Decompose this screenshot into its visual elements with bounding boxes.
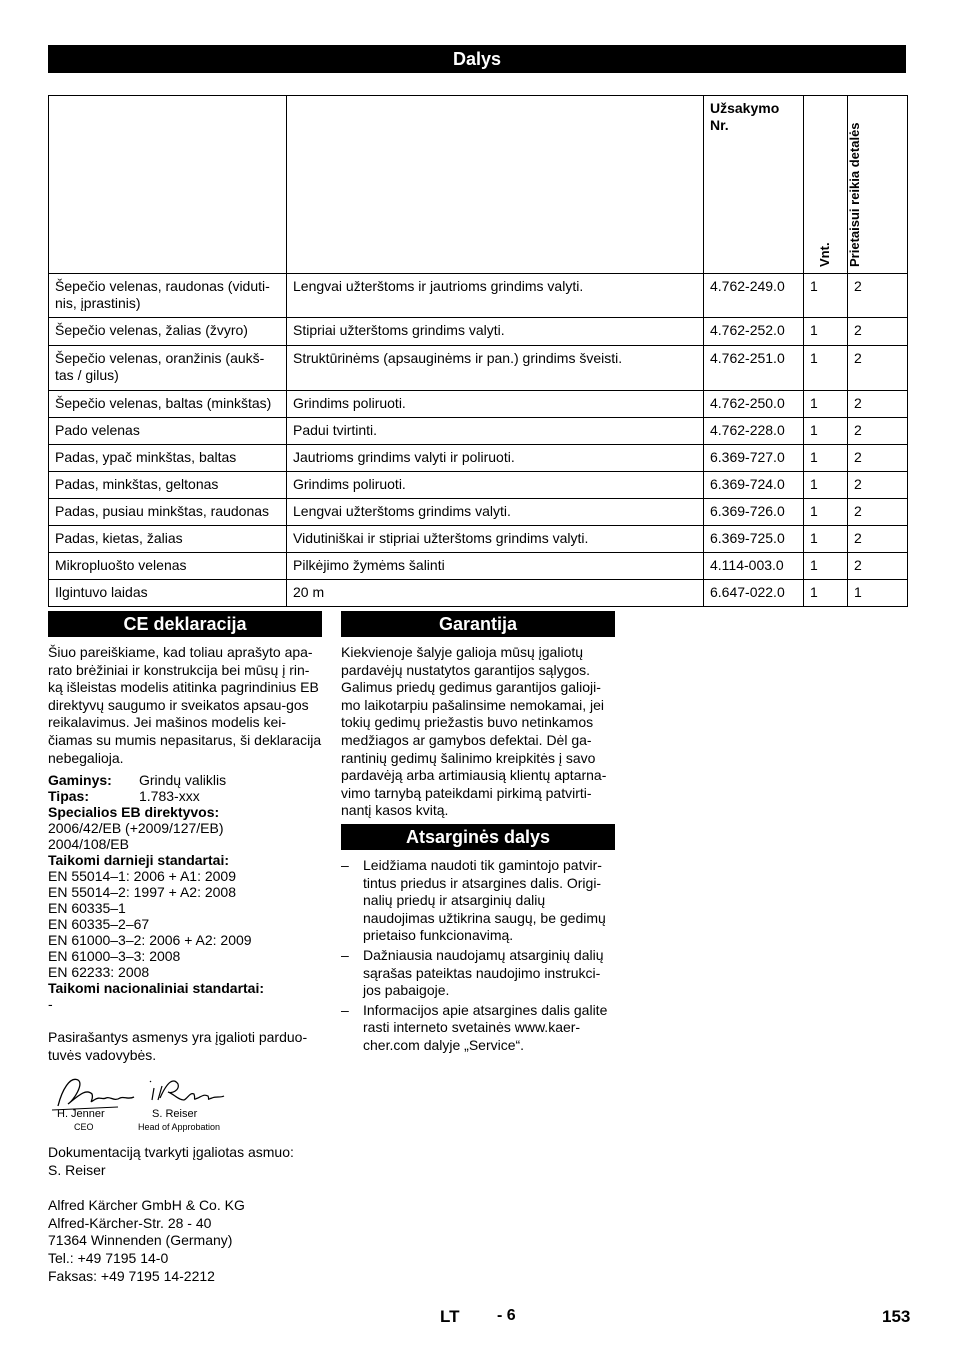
part-qty: 1 bbox=[804, 391, 848, 418]
company-phone: Tel.: +49 7195 14-0 bbox=[48, 1249, 169, 1266]
part-qty: 1 bbox=[804, 499, 848, 526]
part-name: Padas, ypač minkštas, baltas bbox=[49, 445, 287, 472]
signatures bbox=[48, 1070, 248, 1134]
company-street: Alfred-Kärcher-Str. 28 - 40 bbox=[48, 1214, 212, 1231]
ce-product-row bbox=[48, 772, 324, 788]
ce-directive: 2006/42/EB (+2009/127/EB) bbox=[48, 820, 224, 837]
company-city: 71364 Winnenden (Germany) bbox=[48, 1232, 233, 1249]
list-item bbox=[341, 947, 617, 1000]
table-row bbox=[49, 274, 908, 318]
ce-standard: EN 61000–3–2: 2006 + A2: 2009 bbox=[48, 932, 252, 949]
part-desc: Struktūrinėms (apsauginėms ir pan.) grindims šveisti. bbox=[287, 346, 704, 391]
part-order: 6.369-724.0 bbox=[704, 472, 804, 499]
ce-directive: 2004/108/EB bbox=[48, 836, 129, 853]
part-qty: 1 bbox=[804, 472, 848, 499]
list-item bbox=[341, 1002, 617, 1055]
part-req: 2 bbox=[848, 526, 908, 553]
ce-signers-text: Pasirašantys asmenys yra įgalioti parduo-tuvės vadovybės. bbox=[48, 1029, 308, 1063]
header-desc-cell bbox=[287, 96, 704, 274]
part-req: 2 bbox=[848, 472, 908, 499]
list-item-text: Leidžiama naudoti tik gamintojo patvir-tintus priedus ir atsargines dalis. Origi-nalių priedų ir atsarginių dalių naudojimas užtikrina saugų, be gedimų prietaiso funkcionavimą. bbox=[363, 857, 606, 944]
footer-page-number: 153 bbox=[882, 1307, 911, 1326]
part-order: 6.369-725.0 bbox=[704, 526, 804, 553]
part-req: 1 bbox=[848, 580, 908, 607]
table-header-row bbox=[49, 96, 908, 274]
part-name: Šepečio velenas, baltas (minkštas) bbox=[49, 391, 287, 418]
parts-title: Dalys bbox=[48, 45, 906, 73]
ce-national-value: - bbox=[48, 996, 53, 1013]
table-row bbox=[49, 472, 908, 499]
part-qty: 1 bbox=[804, 274, 848, 318]
signer-1-name: H. Jenner bbox=[57, 1108, 105, 1120]
ce-national-label: Taikomi nacionaliniai standartai: bbox=[48, 980, 265, 997]
parts-table bbox=[48, 95, 908, 607]
part-order: 4.114-003.0 bbox=[704, 553, 804, 580]
footer-local-page: - 6 bbox=[497, 1307, 516, 1324]
table-row bbox=[49, 580, 908, 607]
list-item-text: Informacijos apie atsargines dalis galite rasti interneto svetainės www.kaer-cher.com dalyje „Service“. bbox=[363, 1001, 608, 1053]
ce-product-label: Gaminys: bbox=[48, 772, 112, 789]
ce-standard: EN 60335–1 bbox=[48, 900, 126, 917]
ce-standard: EN 60335–2–67 bbox=[48, 916, 150, 933]
header-name-cell bbox=[49, 96, 287, 274]
table-row bbox=[49, 445, 908, 472]
company-fax: Faksas: +49 7195 14-2212 bbox=[48, 1267, 215, 1284]
ce-type-row bbox=[48, 788, 324, 804]
part-order: 6.369-726.0 bbox=[704, 499, 804, 526]
part-order: 4.762-249.0 bbox=[704, 274, 804, 318]
table-row bbox=[49, 346, 908, 391]
ce-doc-person: S. Reiser bbox=[48, 1161, 106, 1178]
ce-standard: EN 55014–1: 2006 + A1: 2009 bbox=[48, 868, 236, 885]
ce-product-value: Grindų valiklis bbox=[139, 772, 227, 789]
dash-bullet: – bbox=[341, 857, 349, 873]
ce-type-label: Tipas: bbox=[48, 788, 89, 805]
part-qty: 1 bbox=[804, 553, 848, 580]
ce-doc-block bbox=[48, 1144, 324, 1285]
company-name: Alfred Kärcher GmbH & Co. KG bbox=[48, 1197, 245, 1214]
part-desc: Pilkėjimo žymėms šalinti bbox=[287, 553, 704, 580]
part-req: 2 bbox=[848, 346, 908, 391]
table-row bbox=[49, 418, 908, 445]
part-qty: 1 bbox=[804, 445, 848, 472]
part-name: Pado velenas bbox=[49, 418, 287, 445]
part-order: 6.647-022.0 bbox=[704, 580, 804, 607]
ce-standard: EN 61000–3–3: 2008 bbox=[48, 948, 181, 965]
header-qty: Vnt. bbox=[816, 242, 832, 267]
ce-intro: Šiuo pareiškiame, kad toliau aprašyto apa-rato brėžiniai ir konstrukcija bei mūsų į rin-ką išleistas modelis atitinka pagrindinius EB direktyvų saugumo ir sveikatos apsau-gos reikalavimus. Jei mašinos modelis kei-čiamas su mumis nepasitarus, ši deklaracija nebegalioja. bbox=[48, 644, 322, 766]
part-desc: Jautrioms grindims valyti ir poliruoti. bbox=[287, 445, 704, 472]
part-name: Šepečio velenas, oranžinis (aukš-tas / gilus) bbox=[49, 346, 287, 391]
dash-bullet: – bbox=[341, 1001, 349, 1018]
part-desc: Stipriai užterštoms grindims valyti. bbox=[287, 318, 704, 346]
part-desc: Grindims poliruoti. bbox=[287, 472, 704, 499]
signer-2-name: S. Reiser bbox=[152, 1108, 198, 1120]
part-req: 2 bbox=[848, 499, 908, 526]
spare-parts-title: Atsarginės dalys bbox=[341, 824, 615, 850]
header-qty-cell bbox=[804, 96, 848, 274]
part-name: Ilgintuvo laidas bbox=[49, 580, 287, 607]
part-desc: 20 m bbox=[287, 580, 704, 607]
header-order-cell bbox=[704, 96, 804, 274]
part-name: Šepečio velenas, žalias (žvyro) bbox=[49, 318, 287, 346]
spare-parts-column bbox=[341, 857, 617, 1057]
part-desc: Grindims poliruoti. bbox=[287, 391, 704, 418]
ce-title: CE deklaracija bbox=[48, 611, 322, 637]
ce-doc-label: Dokumentaciją tvarkyti įgaliotas asmuo: bbox=[48, 1144, 294, 1160]
part-order: 4.762-252.0 bbox=[704, 318, 804, 346]
part-name: Padas, pusiau minkštas, raudonas bbox=[49, 499, 287, 526]
ce-standard: EN 55014–2: 1997 + A2: 2008 bbox=[48, 884, 236, 901]
part-qty: 1 bbox=[804, 418, 848, 445]
part-name: Padas, kietas, žalias bbox=[49, 526, 287, 553]
part-order: 4.762-228.0 bbox=[704, 418, 804, 445]
header-order-no: Užsakymo Nr. bbox=[710, 100, 780, 133]
warranty-title: Garantija bbox=[341, 611, 615, 637]
ce-directives-label: Specialios EB direktyvos: bbox=[48, 804, 220, 821]
warranty-text: Kiekvienoje šalyje galioja mūsų įgaliotų pardavėjų nustatytos garantijos sąlygos. Galimus priedų gedimus garantijos galioji-mo laikotarpiu pašalinsime nemokamai, jei tokių gedimų priežastis buvo netinkamos medžiagos ar gamybos defektai. Dėl ga-rantinių gedimų šalinimo kreipkitės į savo pardavėją arba artimiausią klientų aptarna-vimo tarnybą pateikdami pirkimą patvirti-nantį kasos kvitą. bbox=[341, 644, 607, 819]
part-qty: 1 bbox=[804, 580, 848, 607]
part-qty: 1 bbox=[804, 526, 848, 553]
header-required-cell bbox=[848, 96, 908, 274]
part-qty: 1 bbox=[804, 318, 848, 346]
ce-type-value: 1.783-xxx bbox=[139, 788, 200, 805]
part-req: 2 bbox=[848, 318, 908, 346]
header-required: Prietaisui reikia detalės bbox=[846, 122, 862, 267]
dash-bullet: – bbox=[341, 946, 349, 963]
part-desc: Vidutiniškai ir stipriai užterštoms grindims valyti. bbox=[287, 526, 704, 553]
table-row bbox=[49, 391, 908, 418]
part-desc: Lengvai užterštoms ir jautrioms grindims valyti. bbox=[287, 274, 704, 318]
part-req: 2 bbox=[848, 418, 908, 445]
part-name: Padas, minkštas, geltonas bbox=[49, 472, 287, 499]
table-row bbox=[49, 499, 908, 526]
table-row bbox=[49, 526, 908, 553]
part-order: 4.762-250.0 bbox=[704, 391, 804, 418]
part-desc: Lengvai užterštoms grindims valyti. bbox=[287, 499, 704, 526]
table-row bbox=[49, 318, 908, 346]
part-order: 4.762-251.0 bbox=[704, 346, 804, 391]
part-desc: Padui tvirtinti. bbox=[287, 418, 704, 445]
part-req: 2 bbox=[848, 445, 908, 472]
part-qty: 1 bbox=[804, 346, 848, 391]
part-req: 2 bbox=[848, 553, 908, 580]
warranty-column bbox=[341, 644, 617, 820]
part-order: 6.369-727.0 bbox=[704, 445, 804, 472]
signer-2-role: Head of Approbation bbox=[138, 1122, 221, 1132]
ce-column bbox=[48, 644, 324, 1064]
table-row bbox=[49, 553, 908, 580]
part-req: 2 bbox=[848, 391, 908, 418]
ce-standard: EN 62233: 2008 bbox=[48, 964, 150, 981]
footer-language: LT bbox=[440, 1307, 460, 1326]
part-req: 2 bbox=[848, 274, 908, 318]
list-item-text: Dažniausia naudojamų atsarginių dalių sąrašas pateiktas naudojimo instrukci-jos pabaigoje. bbox=[363, 946, 604, 999]
ce-harmonized-label: Taikomi darnieji standartai: bbox=[48, 852, 230, 869]
spare-parts-list bbox=[341, 857, 617, 1055]
signer-1-role: CEO bbox=[74, 1122, 94, 1132]
part-name: Šepečio velenas, raudonas (viduti-nis, įprastinis) bbox=[49, 274, 287, 318]
part-name: Mikropluošto velenas bbox=[49, 553, 287, 580]
list-item bbox=[341, 857, 617, 945]
